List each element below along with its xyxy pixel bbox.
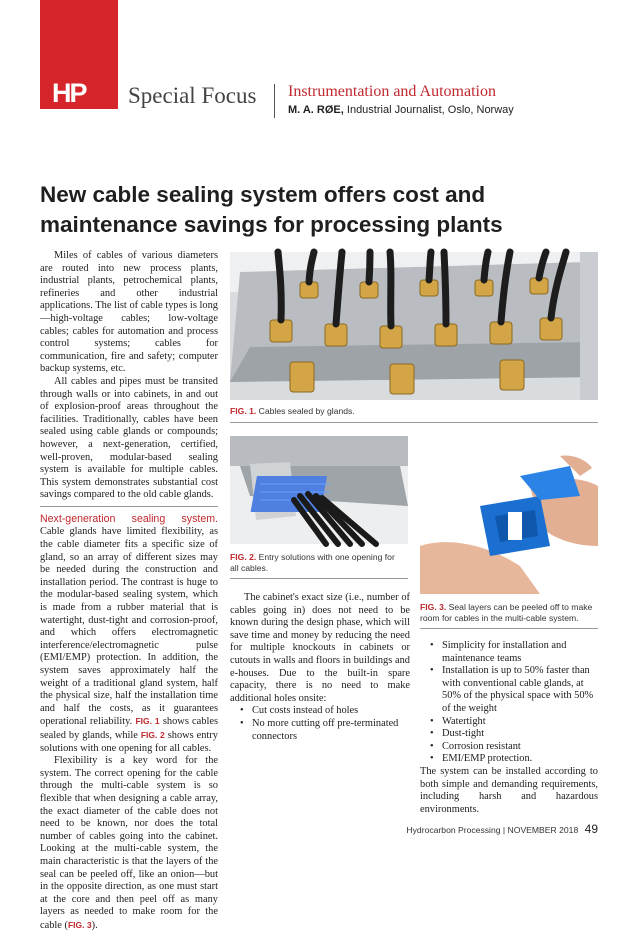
- issue-date: NOVEMBER 2018: [507, 825, 579, 835]
- paragraph-1: Miles of cables of various diameters are routed into new process plants, industrial plants, petrochemical plants, refineries and other industrial applications. The list of cable types is long—high-voltage cables; low-voltage cables; cables for automation and process control systems; cables for communication, fire and safety; computer backup systems, etc.: [40, 250, 218, 375]
- figure-2-label: FIG. 2.: [230, 552, 257, 562]
- column-3: [420, 640, 598, 816]
- list-item: • Installation is up to 50% faster than with conventional cable glands, at 50% of the physical space with 50% of the weight: [420, 665, 598, 715]
- byline: [288, 104, 514, 116]
- list-item: • Watertight: [420, 716, 598, 729]
- list-item: • Cut costs instead of holes: [230, 705, 410, 718]
- paragraph-4-end: ).: [91, 919, 98, 931]
- paragraph-3: [40, 513, 218, 755]
- figure-2-caption-text: Entry solutions with one opening for all cables.: [230, 552, 395, 573]
- footer-separator: |: [502, 825, 506, 835]
- author-name: M. A. RØE,: [288, 104, 344, 116]
- subheading: Next-generation sealing system.: [40, 512, 218, 525]
- publication-name: Hydrocarbon Processing: [406, 825, 501, 835]
- section-title: Instrumentation and Automation: [288, 83, 496, 100]
- figure-1-rule: [230, 422, 598, 423]
- bullet-list-b: [420, 640, 598, 766]
- paragraph-4-start: [40, 755, 218, 932]
- paragraph-6: The system can be installed according to both simple and demanding requirements, including harsh and hazardous environments.: [420, 765, 598, 815]
- figure-3-image: [420, 436, 598, 594]
- figure-3-label: FIG. 3.: [420, 602, 447, 612]
- fig1-reference[interactable]: FIG. 1: [135, 716, 160, 727]
- figure-2-caption: [230, 552, 400, 574]
- paragraph-3-text-b: shows cables sealed by glands, while: [40, 716, 219, 741]
- figure-3-caption-text: Seal layers can be peeled off to make room for cables in the multi-cable system.: [420, 602, 593, 623]
- list-item: • Dust-tight: [420, 728, 598, 741]
- fig2-reference[interactable]: FIG. 2: [140, 729, 165, 740]
- paragraph-2: All cables and pipes must be transited through walls or into cabinets, in and out of explosion-proof areas throughout the facilities. Traditionally, cables have been sealed using cable glands or compounds; however, a next-generation, certified, well-proven, modular-based sealing system is available for multiple cables. This system demonstrates substantial cost savings compared to the old cable glands.: [40, 375, 218, 501]
- figure-2-rule: [230, 578, 408, 579]
- header-divider: [274, 84, 275, 118]
- logo-text: HP: [52, 78, 86, 108]
- column-2: [230, 592, 410, 743]
- fig3-reference[interactable]: FIG. 3: [67, 919, 92, 930]
- paragraph-5: The cabinet's exact size (i.e., number of cables going in) does not need to be known during the design phase, which will save time and money by reducing the need for multiple knockouts in cabinets or cutouts in walls and floors in buildings and e-houses. Due to the built-in spare capacity, there is no need to make additional holes onsite:: [230, 592, 410, 704]
- list-item: • EMI/EMP protection.: [420, 753, 598, 766]
- special-focus-label: Special Focus: [128, 83, 257, 108]
- author-affiliation: Industrial Journalist, Oslo, Norway: [346, 104, 514, 116]
- figure-3-caption: [420, 602, 598, 624]
- column-rule: [40, 506, 218, 507]
- list-item: • No more cutting off pre-terminated connectors: [230, 718, 410, 743]
- figure-3-rule: [420, 628, 598, 629]
- paragraph-3-text: Cable glands have limited flexibility, as the cable diameter fits a specific size of gland, so an array of different sizes may be needed during the construction and installation period. The contrast is huge to the modular-based sealing system, which is made from a rubber material that is watertight, dust-tight and corrosion-proof, and which offers electromagnetic interference/electromagnetic pulse (EMI/EMP) protection. In addition, the system saves approximately half the weight of a traditional gland system, half the physical size, half the installation time and half the costs, as it guarantees operational reliability.: [40, 526, 218, 728]
- figure-1-caption: [230, 406, 598, 417]
- figure-2-image: [230, 436, 408, 544]
- paragraph-4-text: Flexibility is a key word for the system. The correct opening for the cable through the multi-cable system is so flexible that when designing a cable array, the exact diameter of the cable does not need to be known, nor does the total number of cables going into the cabinet. Looking at the multi-cable system, the main characteristic is that the layers of the seal can be peeled off, like an onion—but in the opposite direction, as one must start at the core and then peel off as many layers as needed to make room for the cable (: [40, 755, 218, 931]
- page-number: 49: [584, 822, 598, 836]
- column-1: [40, 250, 218, 932]
- figure-1-label: FIG. 1.: [230, 406, 257, 416]
- figure-1-caption-text: Cables sealed by glands.: [258, 406, 355, 416]
- bullet-list-a: [230, 705, 410, 743]
- list-item: • Corrosion resistant: [420, 741, 598, 754]
- page-footer: [406, 822, 598, 836]
- figure-1-image: [230, 252, 598, 400]
- hp-logo: [40, 0, 118, 109]
- paragraph-3-text-c: shows entry solutions with one opening for all cables.: [40, 729, 218, 754]
- list-item: • Simplicity for installation and maintenance teams: [420, 640, 598, 665]
- article-headline: New cable sealing system offers cost and maintenance savings for processing plants: [40, 182, 503, 237]
